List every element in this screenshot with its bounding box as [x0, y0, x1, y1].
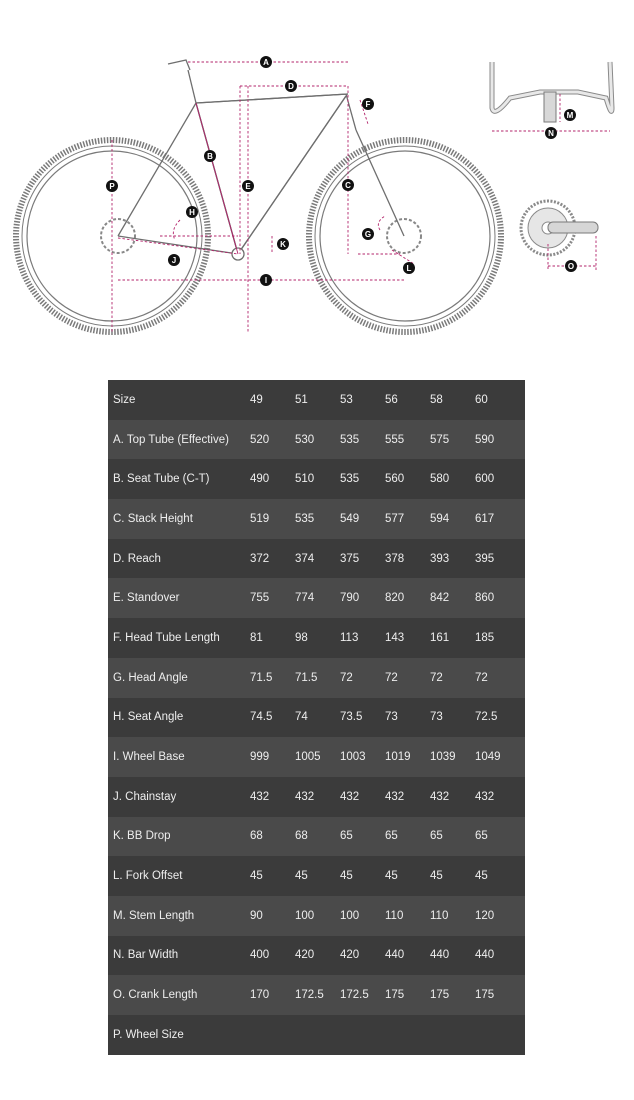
svg-text:P: P — [109, 182, 115, 191]
label-b-badge — [204, 150, 216, 162]
label-l-badge — [403, 262, 415, 274]
value-cell: 755 — [250, 578, 295, 618]
value-cell: 175 — [385, 975, 430, 1015]
table-row — [108, 578, 525, 618]
handlebar-detail — [492, 62, 612, 131]
value-cell: 72 — [475, 658, 525, 698]
label-i-badge — [260, 274, 272, 286]
row-label-cell: O. Crank Length — [108, 975, 250, 1015]
value-cell — [295, 1015, 340, 1055]
svg-text:F: F — [365, 100, 371, 109]
value-cell: 45 — [385, 856, 430, 896]
size-column-header: 51 — [295, 380, 340, 420]
table-row — [108, 459, 525, 499]
value-cell: 577 — [385, 499, 430, 539]
row-label-cell: G. Head Angle — [108, 658, 250, 698]
svg-text:O: O — [567, 262, 575, 271]
value-cell: 73 — [430, 698, 475, 738]
value-cell: 110 — [385, 896, 430, 936]
table-row — [108, 1015, 525, 1055]
value-cell: 45 — [340, 856, 385, 896]
table-row — [108, 777, 525, 817]
row-label-cell: E. Standover — [108, 578, 250, 618]
value-cell: 535 — [295, 499, 340, 539]
value-cell: 535 — [340, 459, 385, 499]
value-cell — [250, 1015, 295, 1055]
label-d-badge — [285, 80, 297, 92]
table-row — [108, 698, 525, 738]
table-header-row — [108, 380, 525, 420]
svg-text:G: G — [364, 230, 372, 239]
value-cell: 143 — [385, 618, 430, 658]
value-cell: 617 — [475, 499, 525, 539]
svg-text:H: H — [189, 208, 195, 217]
label-p-badge — [106, 180, 118, 192]
value-cell: 378 — [385, 539, 430, 579]
value-cell: 65 — [430, 817, 475, 857]
svg-text:C: C — [345, 181, 351, 190]
row-label-cell: D. Reach — [108, 539, 250, 579]
row-label-cell: M. Stem Length — [108, 896, 250, 936]
value-cell: 440 — [430, 936, 475, 976]
table-row — [108, 539, 525, 579]
value-cell: 520 — [250, 420, 295, 460]
value-cell: 535 — [340, 420, 385, 460]
value-cell: 860 — [475, 578, 525, 618]
row-label-cell: J. Chainstay — [108, 777, 250, 817]
geometry-table — [108, 380, 525, 1055]
value-cell: 72 — [385, 658, 430, 698]
value-cell: 432 — [250, 777, 295, 817]
label-c-badge — [342, 179, 354, 191]
value-cell: 999 — [250, 737, 295, 777]
value-cell: 400 — [250, 936, 295, 976]
label-f-badge — [362, 98, 374, 110]
size-column-header: 53 — [340, 380, 385, 420]
value-cell: 120 — [475, 896, 525, 936]
value-cell: 65 — [385, 817, 430, 857]
value-cell: 432 — [295, 777, 340, 817]
table-row — [108, 856, 525, 896]
value-cell: 73.5 — [340, 698, 385, 738]
value-cell — [475, 1015, 525, 1055]
value-cell: 172.5 — [340, 975, 385, 1015]
svg-text:I: I — [264, 276, 268, 285]
row-label-cell: I. Wheel Base — [108, 737, 250, 777]
svg-text:D: D — [288, 82, 294, 91]
value-cell: 65 — [340, 817, 385, 857]
value-cell: 71.5 — [295, 658, 340, 698]
value-cell: 175 — [430, 975, 475, 1015]
table-row — [108, 737, 525, 777]
value-cell: 594 — [430, 499, 475, 539]
value-cell: 549 — [340, 499, 385, 539]
value-cell: 161 — [430, 618, 475, 658]
table-row — [108, 896, 525, 936]
bike-geometry-diagram — [0, 0, 634, 350]
value-cell: 1049 — [475, 737, 525, 777]
value-cell: 72.5 — [475, 698, 525, 738]
size-column-header: 49 — [250, 380, 295, 420]
value-cell: 68 — [250, 817, 295, 857]
value-cell: 1003 — [340, 737, 385, 777]
table-row — [108, 936, 525, 976]
value-cell: 432 — [475, 777, 525, 817]
value-cell: 440 — [385, 936, 430, 976]
value-cell: 375 — [340, 539, 385, 579]
value-cell: 432 — [340, 777, 385, 817]
label-e-badge — [242, 180, 254, 192]
value-cell: 420 — [340, 936, 385, 976]
size-header-cell: Size — [108, 380, 250, 420]
value-cell: 555 — [385, 420, 430, 460]
value-cell: 172.5 — [295, 975, 340, 1015]
value-cell: 185 — [475, 618, 525, 658]
value-cell — [340, 1015, 385, 1055]
size-column-header: 58 — [430, 380, 475, 420]
value-cell: 110 — [430, 896, 475, 936]
value-cell: 774 — [295, 578, 340, 618]
svg-text:B: B — [207, 152, 213, 161]
value-cell: 575 — [430, 420, 475, 460]
value-cell: 113 — [340, 618, 385, 658]
value-cell: 440 — [475, 936, 525, 976]
value-cell: 790 — [340, 578, 385, 618]
svg-text:K: K — [280, 240, 286, 249]
value-cell: 510 — [295, 459, 340, 499]
row-label-cell: P. Wheel Size — [108, 1015, 250, 1055]
value-cell: 81 — [250, 618, 295, 658]
value-cell: 842 — [430, 578, 475, 618]
value-cell: 170 — [250, 975, 295, 1015]
svg-text:L: L — [406, 264, 412, 273]
table-row — [108, 420, 525, 460]
value-cell: 432 — [385, 777, 430, 817]
row-label-cell: K. BB Drop — [108, 817, 250, 857]
value-cell: 71.5 — [250, 658, 295, 698]
value-cell: 175 — [475, 975, 525, 1015]
row-label-cell: A. Top Tube (Effective) — [108, 420, 250, 460]
label-g-badge — [362, 228, 374, 240]
table-row — [108, 499, 525, 539]
table-row — [108, 975, 525, 1015]
label-m-badge — [564, 109, 576, 121]
svg-text:J: J — [171, 256, 177, 265]
row-label-cell: L. Fork Offset — [108, 856, 250, 896]
crankset-detail — [521, 201, 598, 270]
value-cell: 600 — [475, 459, 525, 499]
value-cell: 73 — [385, 698, 430, 738]
front-wheel — [309, 140, 501, 332]
value-cell: 74 — [295, 698, 340, 738]
value-cell: 100 — [340, 896, 385, 936]
value-cell: 820 — [385, 578, 430, 618]
table-row — [108, 658, 525, 698]
value-cell: 100 — [295, 896, 340, 936]
label-h-badge — [186, 206, 198, 218]
value-cell: 1019 — [385, 737, 430, 777]
size-column-header: 56 — [385, 380, 430, 420]
svg-text:E: E — [245, 182, 251, 191]
row-label-cell: B. Seat Tube (C-T) — [108, 459, 250, 499]
row-label-cell: H. Seat Angle — [108, 698, 250, 738]
value-cell: 90 — [250, 896, 295, 936]
svg-text:A: A — [263, 58, 269, 67]
size-column-header: 60 — [475, 380, 525, 420]
value-cell: 74.5 — [250, 698, 295, 738]
value-cell: 374 — [295, 539, 340, 579]
label-a-badge — [260, 56, 272, 68]
value-cell: 45 — [295, 856, 340, 896]
value-cell: 72 — [340, 658, 385, 698]
label-j-badge — [168, 254, 180, 266]
label-n-badge — [545, 127, 557, 139]
row-label-cell: N. Bar Width — [108, 936, 250, 976]
value-cell — [385, 1015, 430, 1055]
value-cell: 530 — [295, 420, 340, 460]
value-cell: 68 — [295, 817, 340, 857]
value-cell: 45 — [475, 856, 525, 896]
svg-text:M: M — [566, 111, 574, 120]
value-cell: 580 — [430, 459, 475, 499]
value-cell: 65 — [475, 817, 525, 857]
value-cell: 519 — [250, 499, 295, 539]
value-cell: 590 — [475, 420, 525, 460]
label-k-badge — [277, 238, 289, 250]
value-cell: 432 — [430, 777, 475, 817]
value-cell: 420 — [295, 936, 340, 976]
value-cell: 1039 — [430, 737, 475, 777]
value-cell: 560 — [385, 459, 430, 499]
svg-text:N: N — [548, 129, 554, 138]
value-cell — [430, 1015, 475, 1055]
value-cell: 45 — [430, 856, 475, 896]
row-label-cell: C. Stack Height — [108, 499, 250, 539]
value-cell: 72 — [430, 658, 475, 698]
value-cell: 490 — [250, 459, 295, 499]
table-row — [108, 817, 525, 857]
value-cell: 393 — [430, 539, 475, 579]
value-cell: 45 — [250, 856, 295, 896]
label-o-badge — [565, 260, 577, 272]
value-cell: 98 — [295, 618, 340, 658]
value-cell: 1005 — [295, 737, 340, 777]
value-cell: 395 — [475, 539, 525, 579]
row-label-cell: F. Head Tube Length — [108, 618, 250, 658]
table-row — [108, 618, 525, 658]
value-cell: 372 — [250, 539, 295, 579]
